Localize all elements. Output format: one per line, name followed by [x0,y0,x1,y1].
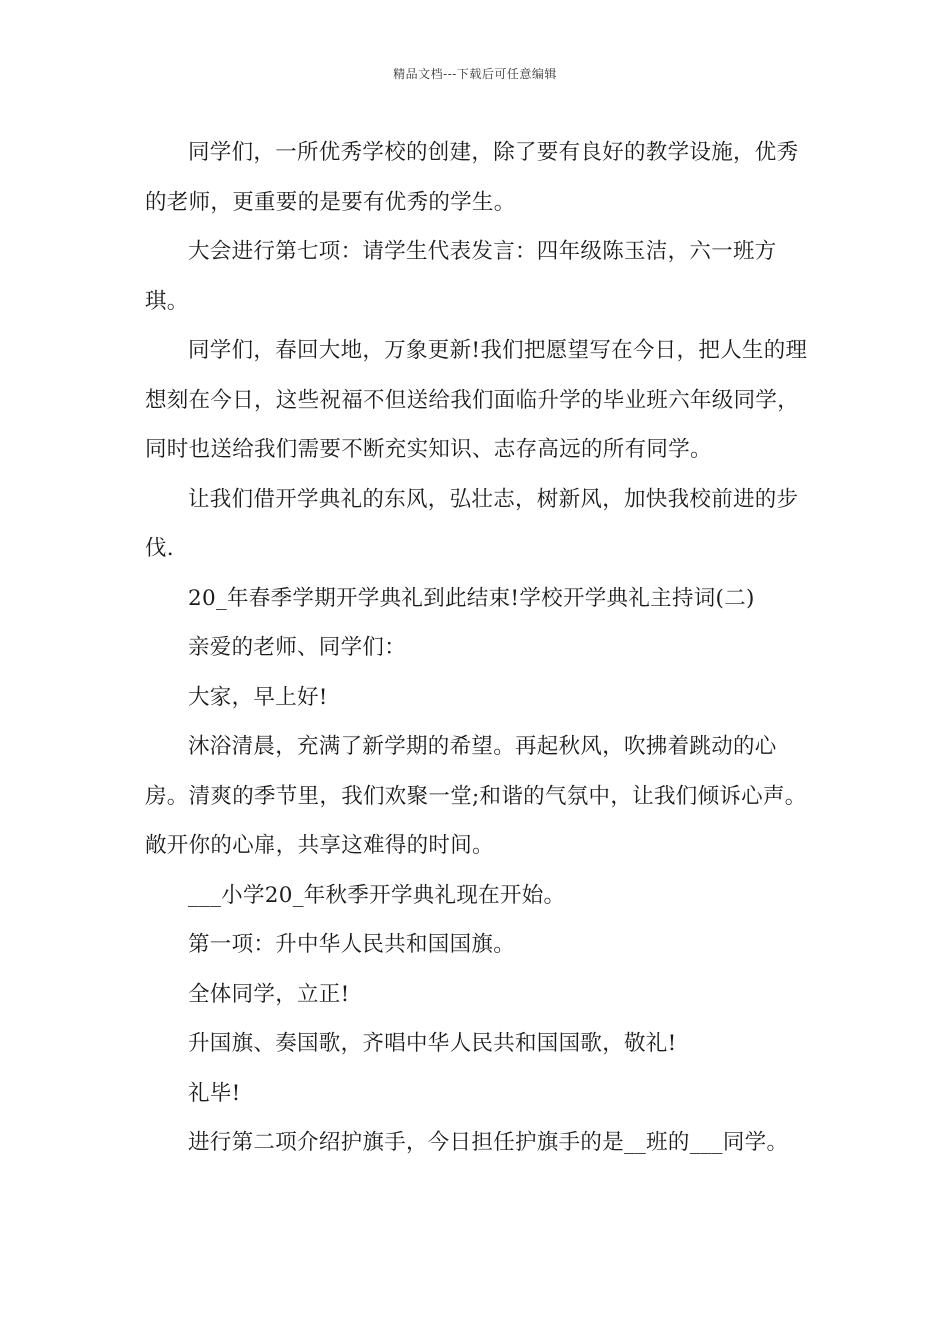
paragraph: 20_年春季学期开学典礼到此结束!学校开学典礼主持词(二) [188,585,755,611]
paragraph: 进行第二项介绍护旗手，今日担任护旗手的是__班的___同学。 [188,1130,789,1155]
paragraph: 让我们借开学典礼的东风，弘壮志，树新风，加快我校前进的步伐. [145,486,799,561]
paragraph: 升国旗、奏国歌，齐唱中华人民共和国国歌，敬礼! [188,1031,677,1056]
paragraph: 同学们，春回大地，万象更新!我们把愿望写在今日，把人生的理想刻在今日，这些祝福不但送给我们面临升学的毕业班六年级同学，同时也送给我们需要不断充实知识、志存高远的所有同学。 [145,338,808,462]
paragraph: 全体同学，立正! [188,981,350,1007]
paragraph: 大家，早上好! [188,684,328,710]
paragraph: 亲爱的老师、同学们： [188,635,407,660]
paragraph: 礼毕! [188,1080,241,1106]
paragraph: 大会进行第七项：请学生代表发言：四年级陈玉洁，六一班方琪。 [145,239,777,314]
paragraph: 同学们，一所优秀学校的创建，除了要有良好的教学设施，优秀的老师，更重要的是要有优秀的学生。 [145,140,799,215]
paragraph: ___小学20_年秋季开学典礼现在开始。 [188,882,566,908]
document-body [145,128,815,1168]
paragraph: 沐浴清晨，充满了新学期的希望。再起秋风，吹拂着跳动的心房。清爽的季节里，我们欢聚一堂;和谐的气氛中，让我们倾诉心声。敞开你的心扉，共享这难得的时间。 [145,734,807,858]
page-header: 精品文档---下载后可任意编辑 [393,67,557,81]
paragraph: 第一项：升中华人民共和国国旗。 [188,932,516,957]
